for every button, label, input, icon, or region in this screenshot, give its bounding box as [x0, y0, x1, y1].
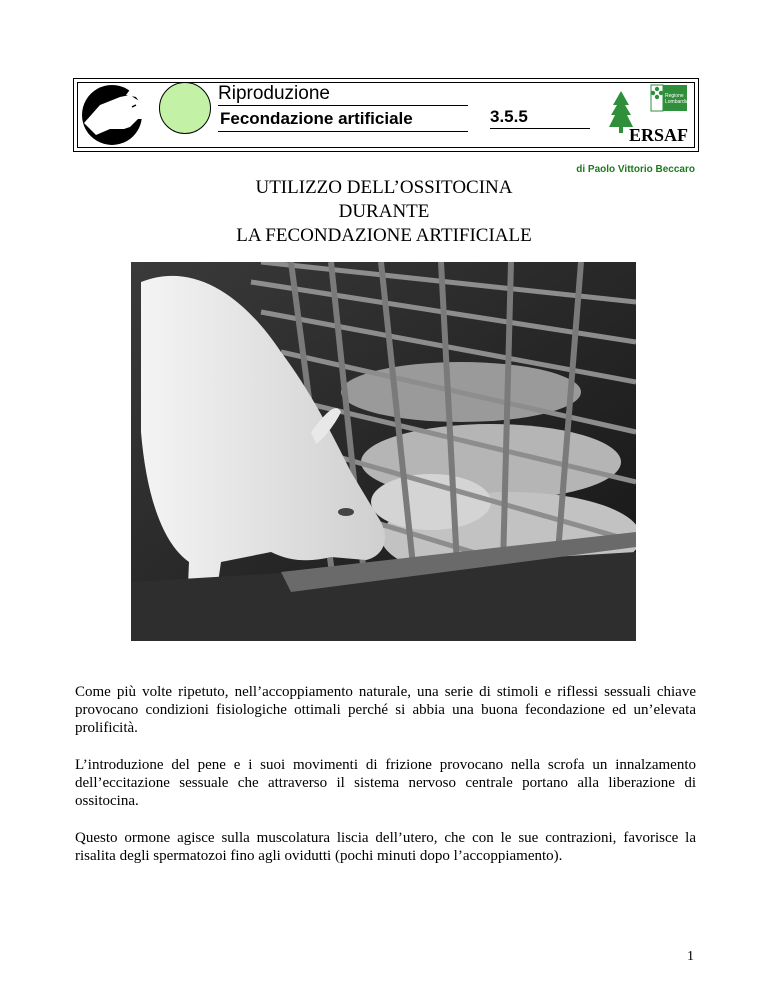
section-color-marker [159, 82, 211, 134]
pig-logo-icon [80, 83, 152, 147]
divider [218, 105, 468, 106]
svg-text:ERSAF: ERSAF [629, 125, 689, 145]
body-paragraph: Questo ormone agisce sulla muscolatura liscia dell’utero, che con le sue contrazioni, favorisce la risalita degli spermatozoi fino agli ovidutti (pochi minuti dopo l’accoppiamento). [75, 830, 696, 864]
body-paragraph: Come più volte ripetuto, nell’accoppiamento naturale, una serie di stimoli e riflessi sessuali chiave provocano condizioni fisiologiche ottimali perché si abbia una buona fecondazione ed un’elevata prolificità. [75, 684, 696, 736]
page-title [150, 176, 618, 248]
pig-in-crates-photo [131, 262, 636, 641]
title-line: LA FECONDAZIONE ARTIFICIALE [236, 225, 532, 246]
document-header [73, 78, 699, 152]
body-paragraph: L’introduzione del pene e i suoi movimenti di frizione provocano nella scrofa un innalzamento dell’eccitazione sessuale che attraverso il sistema nervoso centrale portano alla liberazione di ossitocina. [75, 757, 696, 809]
section-code: 3.5.5 [490, 107, 528, 126]
section-subtitle: Fecondazione artificiale [220, 109, 413, 128]
divider [218, 131, 468, 132]
svg-text:Lombardia: Lombardia [665, 99, 689, 105]
section-title: Riproduzione [218, 83, 330, 104]
title-line: UTILIZZO DELL’OSSITOCINA [255, 177, 513, 198]
ersaf-logo-icon [607, 83, 691, 147]
page-number: 1 [687, 949, 694, 964]
pig-photo-icon [131, 262, 636, 641]
title-line: DURANTE [338, 201, 430, 222]
svg-text:Regione: Regione [665, 93, 684, 99]
author-credit: di Paolo Vittorio Beccaro [576, 164, 695, 175]
divider [490, 128, 590, 129]
